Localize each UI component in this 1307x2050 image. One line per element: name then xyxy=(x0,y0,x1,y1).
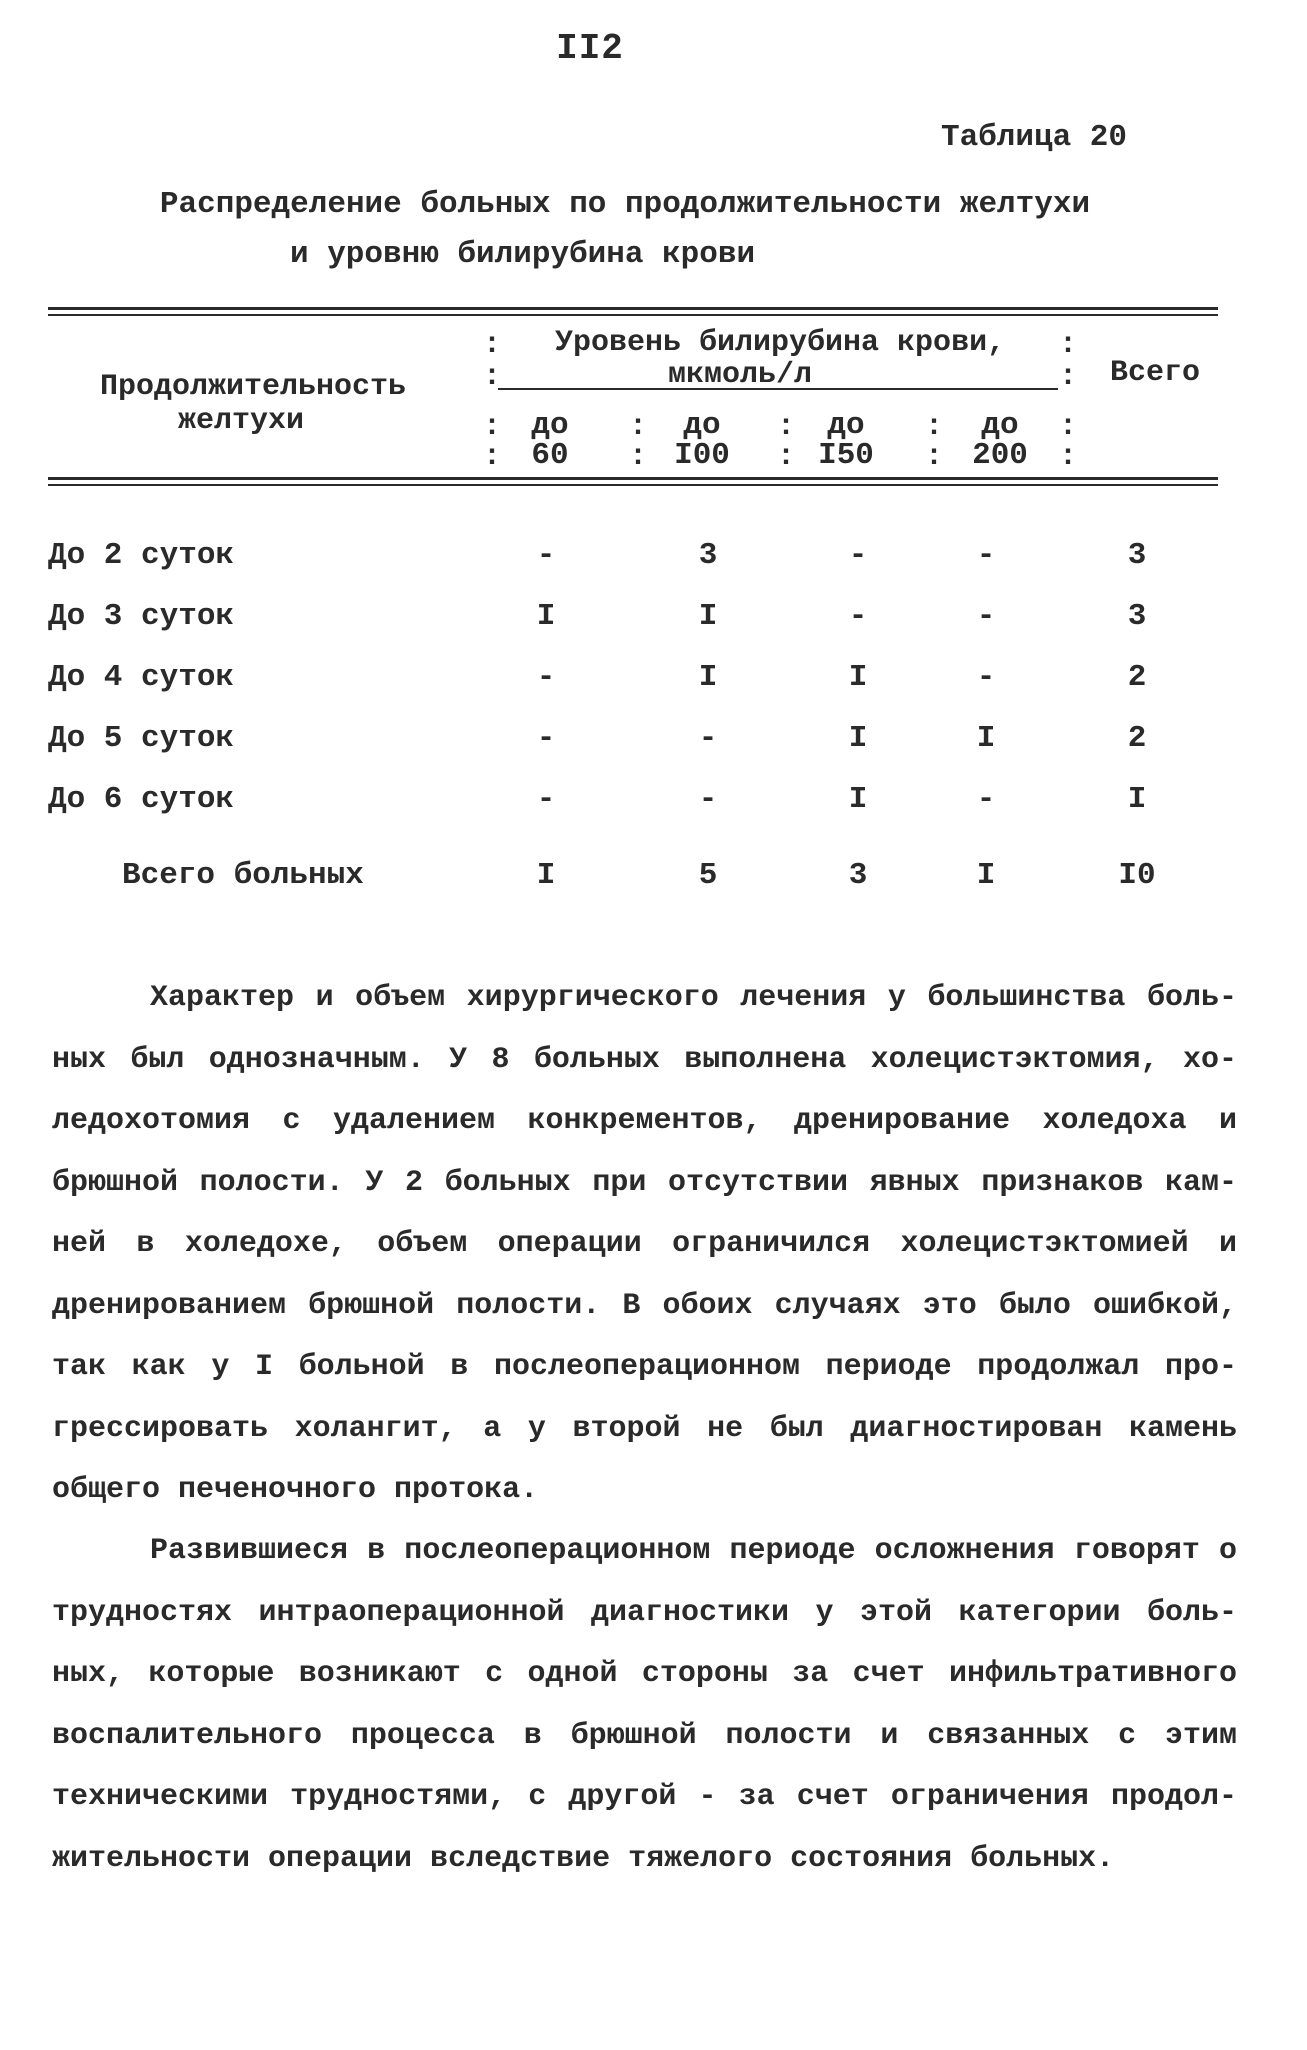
table-label: Таблица 20 xyxy=(940,120,1127,155)
table-cell: - xyxy=(698,721,718,756)
table-cell: - xyxy=(976,660,996,695)
header-separator: : xyxy=(776,410,795,444)
header-separator: : xyxy=(482,328,501,362)
paragraph-text: Характер и объем хирургического лечения у большинства боль- ных был однозначным. У 8 больных выполнена холецистэктомия, хо- ледохотомия с удалением конкрементов, дренирование холедоха и брюшной полости. У 2 больных при отсутствии явных признаков кам- ней в холедохе, объем операции ограничился холецистэктомией и дренированием брюшной полости. В обоих случаях это было ошибкой, так как у I больной в послеоперационном периоде продолжал про- грессировать холангит, а у второй не был диагностирован камень общего печеночного протока. xyxy=(52,981,1237,1507)
subheader-top: до xyxy=(981,408,1019,443)
header-separator: : xyxy=(1058,410,1077,444)
table-header-rule xyxy=(48,477,1218,480)
table-caption-line-2: и уровню билирубина крови xyxy=(290,237,756,272)
table-cell: I xyxy=(848,660,868,695)
header-separator: : xyxy=(1058,440,1077,474)
table-cell: - xyxy=(698,782,718,817)
header-separator: : xyxy=(628,410,647,444)
table-row-label: До 4 суток xyxy=(48,660,235,695)
header-separator: : xyxy=(628,440,647,474)
table-total-cell: 5 xyxy=(698,858,718,893)
table-row-label: До 5 суток xyxy=(48,721,235,756)
table-cell: - xyxy=(976,599,996,634)
header-separator: : xyxy=(1058,328,1077,362)
table-top-rule-inner xyxy=(48,314,1218,316)
header-bilirubin-line-2: мкмоль/л xyxy=(668,358,813,392)
table-total-label: Всего больных xyxy=(122,858,364,893)
header-separator: : xyxy=(924,440,943,474)
subheader-top: до xyxy=(531,408,569,443)
subheader-top: до xyxy=(827,408,865,443)
table-cell: - xyxy=(976,538,996,573)
table-caption-line-1: Распределение больных по продолжительности желтухи xyxy=(159,187,1091,222)
table-cell: I xyxy=(698,599,718,634)
table-total-cell: I xyxy=(976,858,996,893)
subheader-bottom: I50 xyxy=(818,438,874,473)
table-row-label: До 6 суток xyxy=(48,782,235,817)
table-cell: I xyxy=(848,721,868,756)
table-cell: - xyxy=(536,660,556,695)
header-separator: : xyxy=(776,440,795,474)
table-cell: I xyxy=(1127,782,1147,817)
page-number: II2 xyxy=(556,28,624,69)
table-header-rule-inner xyxy=(48,484,1218,486)
table-cell: 2 xyxy=(1127,660,1147,695)
table-cell: 3 xyxy=(698,538,718,573)
header-separator: : xyxy=(482,360,501,394)
table-total-cell: I xyxy=(536,858,556,893)
table-cell: - xyxy=(536,538,556,573)
table-total-cell: 3 xyxy=(848,858,868,893)
paragraph-text: Развившиеся в послеоперационном периоде осложнения говорят о трудностях интраоперационной диагностики у этой категории боль- ных, которые возникают с одной стороны за счет инфильтративного воспалительного процесса в брюшной полости и связанных с этим техническими трудностями, с другой - за счет ограничения продол- жительности операции вследствие тяжелого состояния больных. xyxy=(52,1534,1237,1876)
header-duration-line-2: желтухи xyxy=(178,404,305,438)
table-cell: - xyxy=(848,599,868,634)
subheader-bottom: I00 xyxy=(674,438,730,473)
table-cell: - xyxy=(976,782,996,817)
table-cell: 3 xyxy=(1127,538,1147,573)
table-top-rule xyxy=(48,307,1218,310)
subheader-top: до xyxy=(683,408,721,443)
table-row-label: До 3 суток xyxy=(48,599,235,634)
header-duration-line-1: Продолжительность xyxy=(100,370,407,404)
table-cell: I xyxy=(976,721,996,756)
body-paragraph xyxy=(52,1521,1237,1890)
header-separator: : xyxy=(482,440,501,474)
header-total: Всего xyxy=(1110,356,1201,390)
table-cell: 2 xyxy=(1127,721,1147,756)
table-cell: I xyxy=(698,660,718,695)
header-separator: : xyxy=(924,410,943,444)
table-cell: I xyxy=(848,782,868,817)
table-row-label: До 2 суток xyxy=(48,538,235,573)
table-cell: I xyxy=(536,599,556,634)
table-cell: 3 xyxy=(1127,599,1147,634)
table-cell: - xyxy=(536,782,556,817)
table-total-cell: I0 xyxy=(1118,858,1156,893)
subheader-bottom: 60 xyxy=(531,438,569,473)
header-bilirubin-line-1: Уровень билирубина крови, xyxy=(555,326,1006,360)
header-separator: : xyxy=(1058,360,1077,394)
header-separator: : xyxy=(482,410,501,444)
table-cell: - xyxy=(536,721,556,756)
body-paragraph xyxy=(52,968,1237,1522)
table-cell: - xyxy=(848,538,868,573)
subheader-bottom: 200 xyxy=(972,438,1028,473)
